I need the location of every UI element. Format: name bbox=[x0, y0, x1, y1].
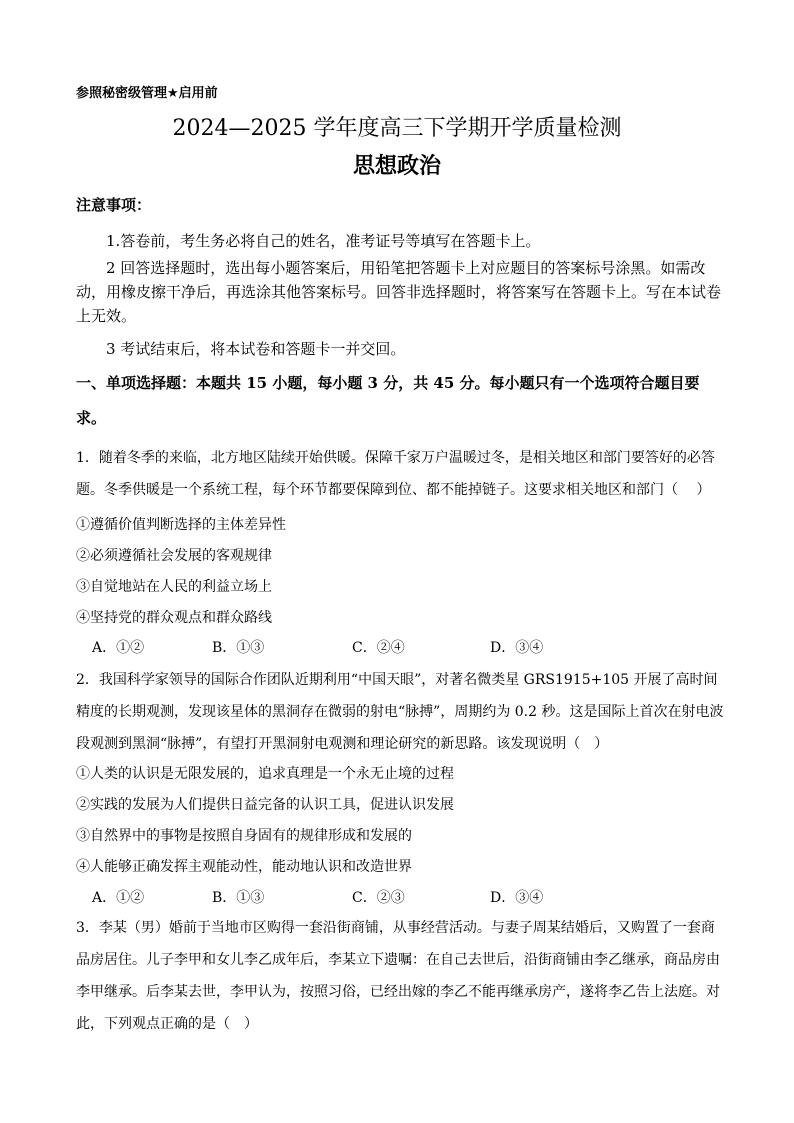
question-2-stem: 2．我国科学家领导的国际合作团队近期利用“中国天眼”，对著名微类星 GRS1915+105 开展了高时间精度的长期观测，发现该星体的黑洞存在微弱的射电“脉搏”，周期约为 0.2 秒。这是国际上首次在射电波段观测到黑洞“脉搏”，有望打开黑洞射电观测和理论研究的新思路。该发现说明（ ） bbox=[76, 672, 724, 752]
choice-b: B．①③ bbox=[212, 640, 265, 656]
choice-b: B．①③ bbox=[212, 890, 265, 906]
question-2-option: ①人类的认识是无限发展的，追求真理是一个永无止境的过程 bbox=[76, 766, 454, 782]
question-1-option: ④坚持党的群众观点和群众路线 bbox=[76, 610, 272, 626]
choice-a: A．①② bbox=[92, 640, 145, 656]
question-2-option: ②实践的发展为人们提供日益完备的认识工具，促进认识发展 bbox=[76, 797, 454, 813]
choice-a: A．①② bbox=[92, 890, 145, 906]
question-1-option: ③自觉地站在人民的利益立场上 bbox=[76, 579, 272, 595]
choice-c: C．②③ bbox=[352, 890, 405, 906]
choice-d: D．③④ bbox=[490, 640, 544, 656]
question-1-option: ②必须遵循社会发展的客观规律 bbox=[76, 548, 272, 564]
choice-d: D．③④ bbox=[490, 890, 544, 906]
note-item: 2 回答选择题时，选出每小题答案后，用铅笔把答题卡上对应题目的答案标号涂黑。如需改动，用橡皮擦干净后，再选涂其他答案标号。回答非选择题时，将答案写在答题卡上。写在本试卷上无效。 bbox=[76, 259, 722, 325]
question-2-option: ③自然界中的事物是按照自身固有的规律形成和发展的 bbox=[76, 828, 412, 844]
question-3-stem: 3．李某（男）婚前于当地市区购得一套沿街商铺，从事经营活动。与妻子周某结婚后，又购置了一套商品房居住。儿子李甲和女儿李乙成年后，李某立下遗嘱：在自己去世后，沿街商铺由李乙继承，商品房由李甲继承。后李某去世，李甲认为，按照习俗，已经出嫁的李乙不能再继承房产，遂将李乙告上法庭。对此，下列观点正确的是（ ） bbox=[76, 920, 720, 1032]
choice-c: C．②④ bbox=[352, 640, 405, 656]
section-heading: 一、单项选择题：本题共 15 小题，每小题 3 分，共 45 分。每小题只有一个选项符合题目要求。 bbox=[76, 374, 700, 427]
notes-heading: 注意事项： bbox=[76, 196, 152, 214]
question-1-option: ①遵循价值判断选择的主体差异性 bbox=[76, 517, 286, 533]
secret-level-label: 参照秘密级管理★启用前 bbox=[76, 86, 218, 101]
question-2-option: ④人能够正确发挥主观能动性，能动地认识和改造世界 bbox=[76, 859, 412, 875]
subject-title: 思想政治 bbox=[352, 153, 441, 179]
note-item: 1.答卷前，考生务必将自己的姓名，准考证号等填写在答题卡上。 bbox=[106, 232, 541, 250]
exam-title: 2024—2025 学年度高三下学期开学质量检测 bbox=[172, 116, 622, 141]
note-item: 3 考试结束后，将本试卷和答题卡一并交回。 bbox=[106, 340, 406, 358]
question-1-stem: 1．随着冬季的来临，北方地区陆续开始供暖。保障千家万户温暖过冬，是相关地区和部门要答好的必答题。冬季供暖是一个系统工程，每个环节都要保障到位、都不能掉链子。这要求相关地区和部门（ ） bbox=[76, 450, 715, 498]
